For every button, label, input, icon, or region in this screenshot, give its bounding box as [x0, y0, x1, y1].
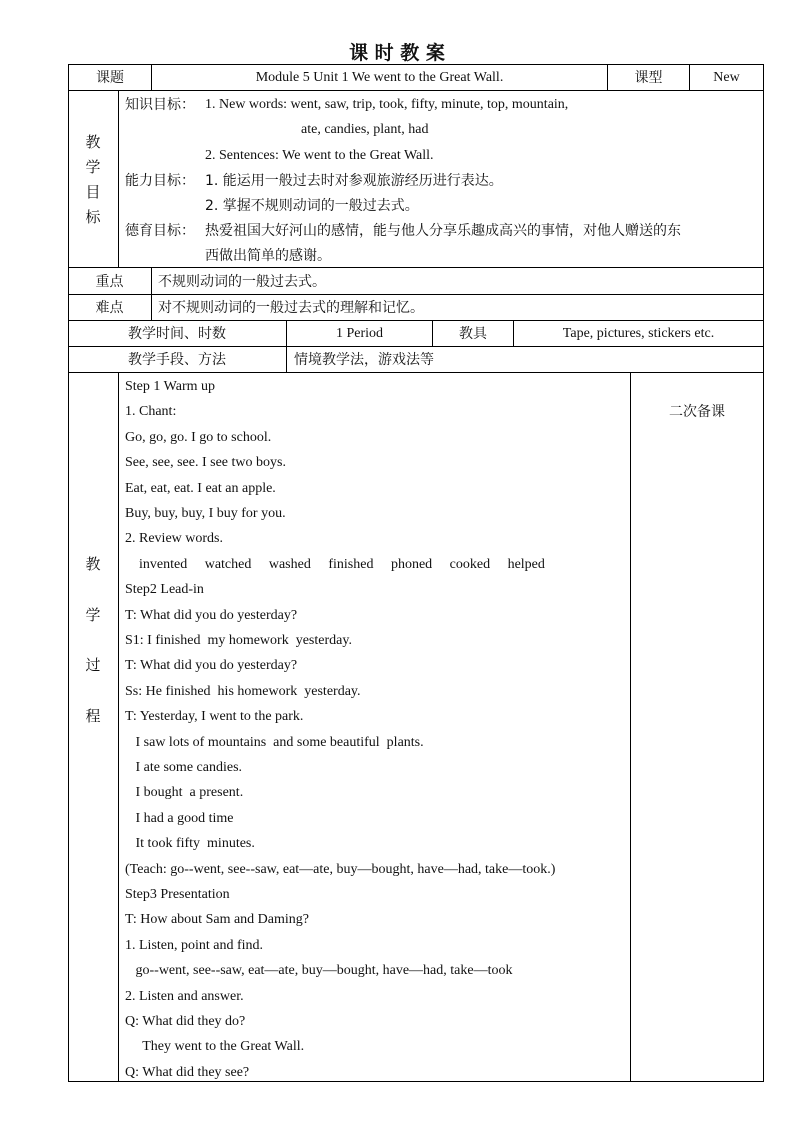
process-line: T: Yesterday, I went to the park.	[125, 709, 304, 725]
process-line: I saw lots of mountains and some beautiful plants.	[125, 734, 424, 750]
process-line: They went to the Great Wall.	[125, 1039, 305, 1055]
process-line: Eat, eat, eat. I eat an apple.	[125, 480, 276, 496]
key-point-value: 不规则动词的一般过去式。	[158, 274, 326, 290]
process-line: Go, go, go. I go to school.	[125, 429, 272, 445]
teaching-tools-label: 教具	[459, 326, 487, 342]
process-line: 1. Chant:	[125, 404, 177, 420]
row-divider	[68, 372, 764, 373]
row-divider	[68, 90, 764, 91]
side-char: 教	[85, 133, 101, 151]
ability-goal-label: 能力目标：	[125, 173, 195, 189]
process-line: Step3 Presentation	[125, 887, 230, 902]
table-border-bottom	[68, 1081, 764, 1082]
side-char: 目	[85, 183, 101, 201]
process-line: Step2 Lead-in	[125, 582, 204, 598]
document-title: 课 时 教 案	[349, 42, 445, 64]
moral-goal-label: 德育目标：	[125, 223, 195, 239]
table-border-top	[68, 64, 764, 65]
knowledge-goal-line: 2. Sentences: We went to the Great Wall.	[205, 148, 434, 163]
ability-goal-line: 1. 能运用一般过去时对参观旅游经历进行表达。	[205, 173, 503, 189]
process-line: Q: What did they see?	[125, 1064, 250, 1080]
process-line: Ss: He finished his homework yesterday.	[125, 683, 361, 699]
knowledge-goal-label: 知识目标：	[125, 97, 195, 113]
col-divider	[118, 90, 119, 268]
side-char: 标	[85, 208, 101, 226]
process-line: T: What did you do yesterday?	[125, 607, 298, 623]
process-line: S1: I finished my homework yesterday.	[125, 633, 352, 648]
key-point-label: 重点	[95, 274, 124, 290]
process-line: 2. Listen and answer.	[125, 988, 244, 1004]
process-line: I ate some candies.	[125, 760, 243, 775]
side-char: 学	[85, 158, 101, 176]
teaching-tools-value: Tape, pictures, stickers etc.	[562, 326, 715, 341]
side-char: 程	[85, 707, 101, 725]
ability-goal-line: 2. 掌握不规则动词的一般过去式。	[205, 198, 419, 214]
row-divider	[68, 267, 764, 268]
process-line: I had a good time	[125, 810, 234, 826]
difficult-point-label: 难点	[95, 300, 124, 316]
row-divider	[68, 320, 764, 321]
moral-goal-line: 西做出简单的感谢。	[205, 248, 331, 264]
col-divider	[630, 372, 631, 1082]
process-line: Step 1 Warm up	[125, 379, 215, 394]
side-char: 教	[85, 555, 101, 573]
process-line: 2. Review words.	[125, 531, 223, 547]
teaching-time-label: 教学时间、时数	[128, 326, 226, 342]
process-line: T: How about Sam and Daming?	[125, 912, 309, 928]
col-divider	[151, 267, 152, 321]
process-line: 1. Listen, point and find.	[125, 937, 264, 953]
knowledge-goal-line: ate, candies, plant, had	[301, 122, 429, 137]
teaching-method-label: 教学手段、方法	[128, 352, 226, 368]
lesson-type-value: New	[713, 70, 740, 85]
teaching-time-value: 1 Period	[335, 326, 384, 341]
lesson-type-label: 课型	[634, 70, 663, 86]
knowledge-goal-line: 1. New words: went, saw, trip, took, fifty, minute, top, mountain,	[205, 97, 569, 112]
row-divider	[68, 294, 764, 295]
process-line: T: What did you do yesterday?	[125, 658, 298, 674]
table-border-right	[763, 64, 764, 1082]
difficult-point-value: 对不规则动词的一般过去式的理解和记忆。	[158, 300, 424, 316]
moral-goal-line: 热爱祖国大好河山的感情，能与他人分享乐趣成高兴的事情，对他人赠送的东	[205, 223, 681, 239]
process-line: go--went, see--saw, eat—ate, buy—bought, have—had, take—took	[125, 963, 513, 979]
col-divider	[286, 346, 287, 373]
process-line: Q: What did they do?	[125, 1014, 246, 1029]
side-char: 学	[85, 606, 101, 624]
row-divider	[68, 346, 764, 347]
secondary-notes-label: 二次备课	[669, 404, 725, 420]
process-line: Buy, buy, buy, I buy for you.	[125, 506, 286, 521]
process-line: invented watched washed finished phoned cooked helped	[125, 556, 545, 572]
topic-label: 课题	[96, 70, 124, 86]
process-line: I bought a present.	[125, 785, 244, 801]
col-divider	[118, 372, 119, 1082]
teaching-method-value: 情境教学法，游戏法等	[294, 352, 434, 368]
process-line: It took fifty minutes.	[125, 836, 255, 852]
process-line: See, see, see. I see two boys.	[125, 455, 286, 471]
side-char: 过	[85, 656, 101, 674]
process-line: (Teach: go--went, see--saw, eat—ate, buy—bought, have—had, take—took.)	[125, 861, 556, 877]
topic-value: Module 5 Unit 1 We went to the Great Wall.	[255, 70, 504, 85]
